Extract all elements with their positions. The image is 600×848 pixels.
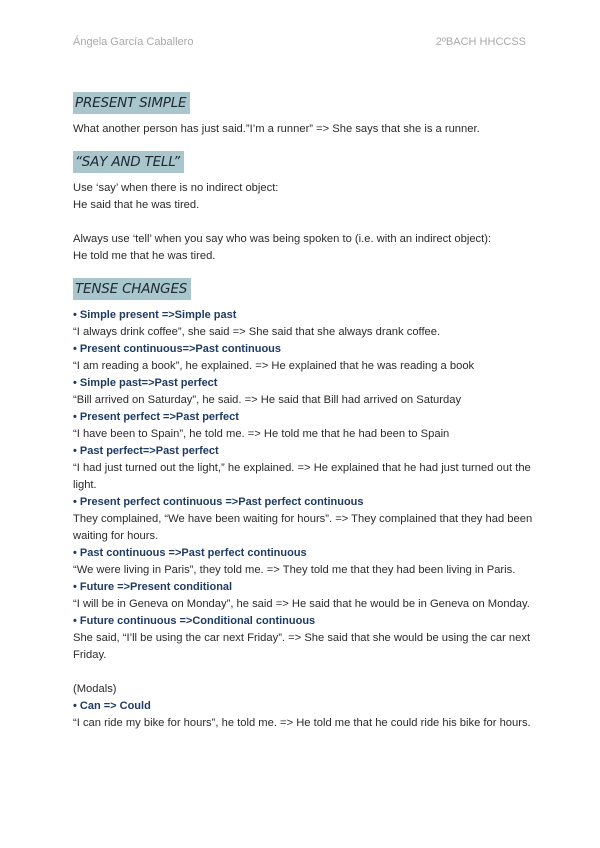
modal-example: “I can ride my bike for hours”, he told me. => He told me that he could ride his bike for hours. bbox=[73, 717, 531, 729]
tense-rule: • Simple present =>Simple past bbox=[73, 309, 237, 321]
modal-rule: • Can => Could bbox=[73, 700, 151, 712]
present-simple-text: What another person has just said.”I’m a runner” => She says that she is a runner. bbox=[73, 123, 480, 135]
tense-example: She said, “I’ll be using the car next Friday”. => She said that she would be using the car next Friday. bbox=[73, 632, 531, 661]
tense-rule: • Future =>Present conditional bbox=[73, 581, 233, 593]
tell-rule: Always use ‘tell’ when you say who was being spoken to (i.e. with an indirect object): bbox=[73, 233, 492, 245]
tense-example: “We were living in Paris”, they told me. => They told me that they had been living in Paris. bbox=[73, 564, 516, 576]
header-course: 2ºBACH HHCCSS bbox=[435, 36, 526, 48]
tense-rule: • Present perfect continuous =>Past perfect continuous bbox=[73, 496, 364, 508]
tense-rule: • Simple past=>Past perfect bbox=[73, 377, 218, 389]
tense-example: “I will be in Geneva on Monday”, he said => He said that he would be in Geneva on Monday. bbox=[73, 598, 530, 610]
tense-example: They complained, “We have been waiting for hours”. => They complained that they had been waiting for hours. bbox=[73, 513, 533, 542]
tense-example: “I always drink coffee”, she said => She said that she always drank coffee. bbox=[73, 326, 441, 338]
heading-say-tell: “SAY AND TELL” bbox=[73, 151, 184, 173]
header-author: Ángela García Caballero bbox=[73, 36, 194, 48]
tense-rule: • Past continuous =>Past perfect continuous bbox=[73, 547, 307, 559]
tense-rule: • Present continuous=>Past continuous bbox=[73, 343, 281, 355]
tense-rule: • Present perfect =>Past perfect bbox=[73, 411, 239, 423]
tense-example: “I have been to Spain”, he told me. => He told me that he had been to Spain bbox=[73, 428, 450, 440]
modals-label: (Modals) bbox=[73, 683, 117, 695]
tense-rule: • Past perfect=>Past perfect bbox=[73, 445, 219, 457]
document-body bbox=[73, 88, 533, 732]
tell-example: He told me that he was tired. bbox=[73, 250, 216, 262]
tense-example: “I had just turned out the light,” he explained. => He explained that he had just turned out the light. bbox=[73, 462, 531, 491]
tense-example: “Bill arrived on Saturday”, he said. => He said that Bill had arrived on Saturday bbox=[73, 394, 462, 406]
say-rule: Use ‘say’ when there is no indirect object: bbox=[73, 182, 279, 194]
tense-rule: • Future continuous =>Conditional continuous bbox=[73, 615, 316, 627]
heading-present-simple: PRESENT SIMPLE bbox=[73, 92, 190, 114]
tense-example: “I am reading a book”, he explained. => He explained that he was reading a book bbox=[73, 360, 475, 372]
heading-tense-changes: TENSE CHANGES bbox=[73, 278, 191, 300]
say-example: He said that he was tired. bbox=[73, 199, 200, 211]
